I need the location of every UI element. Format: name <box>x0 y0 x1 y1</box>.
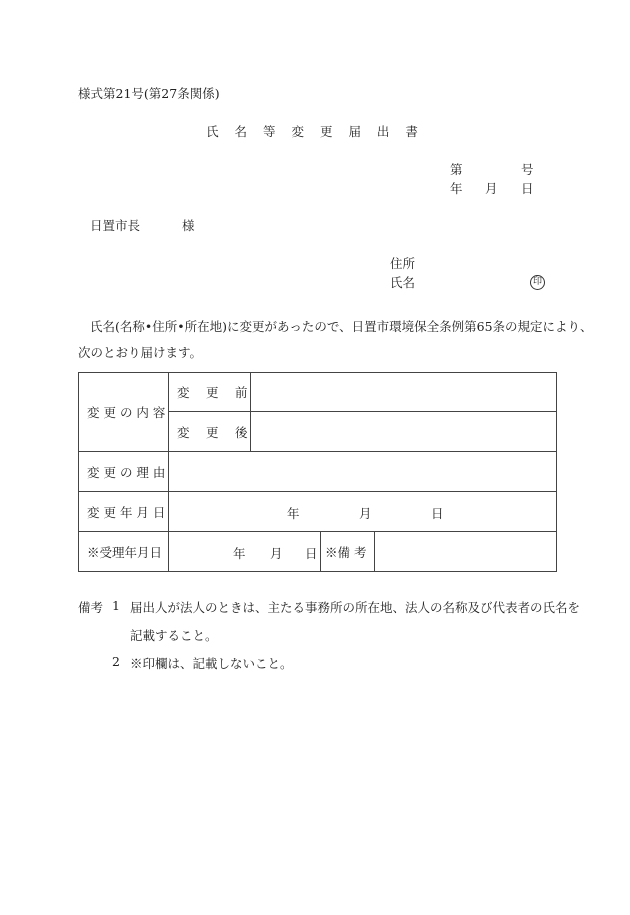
note-1-line-1: 届出人が法人のときは、主たる事務所の所在地、法人の名称及び代表者の氏名を <box>130 600 581 615</box>
name-label: 氏名 <box>390 275 416 290</box>
received-month: 月 <box>270 546 283 561</box>
document-title: 氏 名 等 変 更 届 出 書 <box>206 124 424 139</box>
change-form-table <box>78 372 557 572</box>
seal-mark <box>530 272 545 290</box>
change-date-month: 月 <box>359 506 372 521</box>
label-before: 変 更 前 <box>169 373 251 412</box>
field-received-date[interactable] <box>169 532 321 572</box>
label-change-content: 変 更 の 内 容 <box>79 373 169 452</box>
notes-heading: 備考 <box>78 600 104 615</box>
field-change-date[interactable] <box>169 492 557 532</box>
label-after: 変 更 後 <box>169 412 251 452</box>
number-prefix: 第 <box>450 162 463 177</box>
label-remarks: ※備 考 <box>321 532 375 572</box>
address-label: 住所 <box>390 256 416 271</box>
addressee-name: 日置市長 <box>90 218 141 233</box>
addressee-honorific: 様 <box>182 218 195 233</box>
received-year: 年 <box>233 546 246 561</box>
date-month: 月 <box>485 181 498 196</box>
field-after[interactable] <box>251 412 557 452</box>
note-1-number: 1 <box>112 598 120 613</box>
label-received-date: ※受理年月日 <box>79 532 169 572</box>
date-year: 年 <box>450 181 463 196</box>
seal-icon: 印 <box>530 275 545 290</box>
received-day: 日 <box>305 546 318 561</box>
note-1-line-2: 記載すること。 <box>130 628 218 643</box>
note-2-number: 2 <box>112 654 120 669</box>
body-line-1: 氏名(名称•住所•所在地)に変更があったので、日置市環境保全条例第65条の規定により、 <box>90 319 593 334</box>
note-2-text: ※印欄は、記載しないこと。 <box>130 656 293 671</box>
number-suffix: 号 <box>521 162 534 177</box>
field-before[interactable] <box>251 373 557 412</box>
change-date-year: 年 <box>287 506 300 521</box>
field-remarks[interactable] <box>375 532 557 572</box>
date-day: 日 <box>521 181 534 196</box>
body-line-2: 次のとおり届けます。 <box>78 345 203 360</box>
change-date-day: 日 <box>431 506 444 521</box>
label-change-date: 変 更 年 月 日 <box>79 492 169 532</box>
label-reason: 変 更 の 理 由 <box>79 452 169 492</box>
field-reason[interactable] <box>169 452 557 492</box>
form-number: 様式第21号(第27条関係) <box>78 86 220 101</box>
